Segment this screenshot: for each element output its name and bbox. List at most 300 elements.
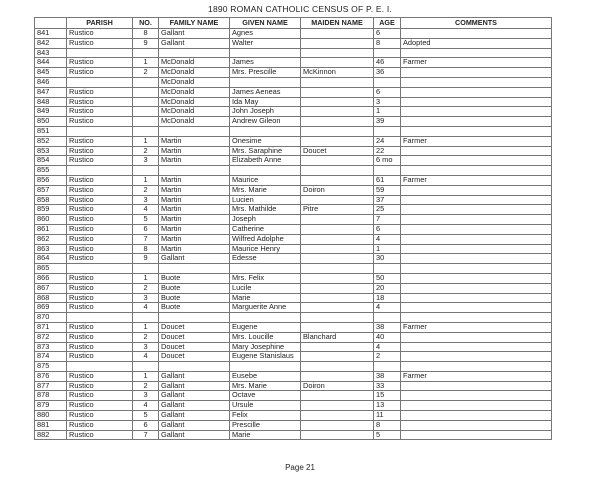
- cell-row-number: 865: [35, 264, 67, 274]
- cell-age: 40: [374, 332, 401, 342]
- cell-given-name: Mrs. Loucille: [230, 332, 301, 342]
- census-table: [34, 17, 552, 440]
- cell-comments: [401, 411, 552, 421]
- cell-family-name: Martin: [159, 146, 230, 156]
- header-parish: PARISH: [67, 18, 133, 29]
- cell-maiden-name: McKinnon: [301, 68, 374, 78]
- header-row: [35, 18, 552, 29]
- cell-comments: [401, 401, 552, 411]
- cell-maiden-name: [301, 322, 374, 332]
- cell-given-name: Mrs. Marie: [230, 185, 301, 195]
- cell-row-number: 869: [35, 303, 67, 313]
- cell-family-name: Martin: [159, 136, 230, 146]
- cell-given-name: Elizabeth Anne: [230, 156, 301, 166]
- cell-row-number: 844: [35, 58, 67, 68]
- cell-parish: Rustico: [67, 283, 133, 293]
- cell-family-name: Martin: [159, 205, 230, 215]
- cell-row-number: 877: [35, 381, 67, 391]
- cell-comments: [401, 87, 552, 97]
- table-row: [35, 352, 552, 362]
- cell-comments: Farmer: [401, 371, 552, 381]
- cell-maiden-name: [301, 215, 374, 225]
- cell-row-number: 841: [35, 29, 67, 39]
- cell-age: 38: [374, 322, 401, 332]
- census-body: [35, 29, 552, 440]
- cell-given-name: Marie: [230, 293, 301, 303]
- cell-comments: [401, 234, 552, 244]
- cell-comments: [401, 313, 552, 323]
- cell-age: 2: [374, 352, 401, 362]
- cell-comments: [401, 205, 552, 215]
- cell-row-number: 859: [35, 205, 67, 215]
- cell-given-name: [230, 264, 301, 274]
- cell-no: [133, 77, 159, 87]
- table-row: [35, 58, 552, 68]
- cell-parish: Rustico: [67, 146, 133, 156]
- cell-parish: Rustico: [67, 107, 133, 117]
- cell-family-name: Buote: [159, 283, 230, 293]
- cell-maiden-name: [301, 117, 374, 127]
- header-maiden-name: MAIDEN NAME: [301, 18, 374, 29]
- cell-no: [133, 117, 159, 127]
- cell-parish: [67, 362, 133, 372]
- cell-no: 2: [133, 146, 159, 156]
- cell-row-number: 864: [35, 254, 67, 264]
- cell-parish: [67, 264, 133, 274]
- cell-age: 20: [374, 283, 401, 293]
- cell-row-number: 860: [35, 215, 67, 225]
- page-number: Page 21: [285, 463, 315, 472]
- cell-age: 33: [374, 381, 401, 391]
- cell-given-name: Maurice Henry: [230, 244, 301, 254]
- cell-parish: Rustico: [67, 97, 133, 107]
- cell-maiden-name: [301, 38, 374, 48]
- cell-comments: [401, 254, 552, 264]
- cell-age: [374, 48, 401, 58]
- cell-parish: [67, 48, 133, 58]
- cell-maiden-name: [301, 58, 374, 68]
- cell-maiden-name: [301, 264, 374, 274]
- cell-family-name: Martin: [159, 185, 230, 195]
- cell-age: 3: [374, 97, 401, 107]
- cell-no: [133, 107, 159, 117]
- cell-comments: [401, 195, 552, 205]
- cell-no: 4: [133, 303, 159, 313]
- cell-comments: [401, 68, 552, 78]
- cell-row-number: 848: [35, 97, 67, 107]
- cell-no: 2: [133, 283, 159, 293]
- cell-parish: [67, 166, 133, 176]
- cell-family-name: Martin: [159, 244, 230, 254]
- cell-family-name: Doucet: [159, 332, 230, 342]
- cell-comments: Adopted: [401, 38, 552, 48]
- cell-age: 6 mo: [374, 156, 401, 166]
- cell-age: 36: [374, 68, 401, 78]
- cell-family-name: McDonald: [159, 117, 230, 127]
- cell-family-name: Gallant: [159, 401, 230, 411]
- cell-family-name: Martin: [159, 195, 230, 205]
- cell-family-name: McDonald: [159, 58, 230, 68]
- table-row: [35, 420, 552, 430]
- cell-maiden-name: [301, 401, 374, 411]
- table-row: [35, 362, 552, 372]
- cell-maiden-name: [301, 313, 374, 323]
- cell-age: 18: [374, 293, 401, 303]
- cell-maiden-name: [301, 352, 374, 362]
- cell-given-name: [230, 313, 301, 323]
- cell-age: [374, 126, 401, 136]
- table-row: [35, 224, 552, 234]
- cell-comments: [401, 420, 552, 430]
- table-row: [35, 68, 552, 78]
- cell-no: 5: [133, 215, 159, 225]
- table-row: [35, 146, 552, 156]
- cell-parish: Rustico: [67, 68, 133, 78]
- cell-age: 46: [374, 58, 401, 68]
- cell-no: [133, 166, 159, 176]
- cell-comments: Farmer: [401, 136, 552, 146]
- cell-no: 1: [133, 273, 159, 283]
- cell-maiden-name: [301, 371, 374, 381]
- table-row: [35, 48, 552, 58]
- cell-maiden-name: Blanchard: [301, 332, 374, 342]
- cell-parish: Rustico: [67, 205, 133, 215]
- cell-family-name: McDonald: [159, 87, 230, 97]
- cell-comments: [401, 293, 552, 303]
- cell-parish: Rustico: [67, 401, 133, 411]
- cell-age: 4: [374, 234, 401, 244]
- table-row: [35, 29, 552, 39]
- table-row: [35, 244, 552, 254]
- table-row: [35, 332, 552, 342]
- cell-no: 8: [133, 244, 159, 254]
- cell-age: 8: [374, 38, 401, 48]
- cell-age: 1: [374, 107, 401, 117]
- cell-parish: Rustico: [67, 58, 133, 68]
- cell-age: 61: [374, 175, 401, 185]
- cell-comments: [401, 117, 552, 127]
- cell-parish: Rustico: [67, 254, 133, 264]
- cell-family-name: [159, 48, 230, 58]
- table-row: [35, 156, 552, 166]
- table-row: [35, 195, 552, 205]
- cell-family-name: McDonald: [159, 97, 230, 107]
- cell-age: 30: [374, 254, 401, 264]
- cell-row-number: 849: [35, 107, 67, 117]
- cell-no: 7: [133, 430, 159, 440]
- cell-age: 59: [374, 185, 401, 195]
- cell-comments: Farmer: [401, 58, 552, 68]
- cell-parish: Rustico: [67, 420, 133, 430]
- cell-maiden-name: [301, 136, 374, 146]
- table-row: [35, 430, 552, 440]
- cell-maiden-name: [301, 87, 374, 97]
- cell-parish: Rustico: [67, 303, 133, 313]
- cell-family-name: Martin: [159, 234, 230, 244]
- cell-given-name: Edesse: [230, 254, 301, 264]
- cell-row-number: 854: [35, 156, 67, 166]
- table-row: [35, 117, 552, 127]
- cell-age: 7: [374, 215, 401, 225]
- table-row: [35, 77, 552, 87]
- header-no: NO.: [133, 18, 159, 29]
- cell-no: [133, 264, 159, 274]
- cell-family-name: Buote: [159, 273, 230, 283]
- cell-age: 4: [374, 342, 401, 352]
- cell-maiden-name: [301, 77, 374, 87]
- cell-row-number: 875: [35, 362, 67, 372]
- cell-maiden-name: [301, 166, 374, 176]
- cell-maiden-name: [301, 224, 374, 234]
- cell-comments: [401, 166, 552, 176]
- cell-age: [374, 77, 401, 87]
- cell-row-number: 856: [35, 175, 67, 185]
- cell-age: 6: [374, 29, 401, 39]
- cell-row-number: 858: [35, 195, 67, 205]
- cell-row-number: 872: [35, 332, 67, 342]
- header-comments: COMMENTS: [401, 18, 552, 29]
- cell-given-name: James: [230, 58, 301, 68]
- cell-parish: Rustico: [67, 322, 133, 332]
- cell-maiden-name: [301, 97, 374, 107]
- cell-parish: Rustico: [67, 136, 133, 146]
- table-row: [35, 264, 552, 274]
- table-row: [35, 166, 552, 176]
- cell-family-name: Buote: [159, 303, 230, 313]
- cell-given-name: Mrs. Saraphine: [230, 146, 301, 156]
- cell-no: 1: [133, 58, 159, 68]
- cell-family-name: Gallant: [159, 420, 230, 430]
- cell-family-name: Gallant: [159, 29, 230, 39]
- cell-row-number: 850: [35, 117, 67, 127]
- cell-maiden-name: [301, 411, 374, 421]
- cell-comments: [401, 303, 552, 313]
- cell-family-name: Doucet: [159, 352, 230, 362]
- cell-no: 1: [133, 136, 159, 146]
- cell-no: 4: [133, 352, 159, 362]
- cell-given-name: Marie: [230, 430, 301, 440]
- cell-maiden-name: [301, 342, 374, 352]
- cell-maiden-name: Doucet: [301, 146, 374, 156]
- cell-parish: Rustico: [67, 342, 133, 352]
- cell-family-name: McDonald: [159, 107, 230, 117]
- cell-no: [133, 48, 159, 58]
- table-row: [35, 136, 552, 146]
- cell-age: [374, 264, 401, 274]
- table-row: [35, 391, 552, 401]
- cell-given-name: Ida May: [230, 97, 301, 107]
- cell-parish: Rustico: [67, 293, 133, 303]
- table-row: [35, 38, 552, 48]
- table-row: [35, 254, 552, 264]
- cell-family-name: McDonald: [159, 68, 230, 78]
- cell-row-number: 862: [35, 234, 67, 244]
- cell-given-name: Catherine: [230, 224, 301, 234]
- cell-parish: Rustico: [67, 185, 133, 195]
- cell-given-name: James Aeneas: [230, 87, 301, 97]
- cell-comments: [401, 430, 552, 440]
- cell-age: [374, 362, 401, 372]
- cell-comments: [401, 126, 552, 136]
- cell-family-name: Gallant: [159, 254, 230, 264]
- cell-comments: [401, 77, 552, 87]
- header-given-name: GIVEN NAME: [230, 18, 301, 29]
- cell-given-name: Wilfred Adolphe: [230, 234, 301, 244]
- cell-maiden-name: [301, 303, 374, 313]
- cell-maiden-name: [301, 283, 374, 293]
- cell-maiden-name: [301, 420, 374, 430]
- cell-no: 1: [133, 371, 159, 381]
- cell-given-name: Marguerite Anne: [230, 303, 301, 313]
- table-row: [35, 185, 552, 195]
- table-row: [35, 313, 552, 323]
- cell-no: 1: [133, 322, 159, 332]
- cell-given-name: Mrs. Felix: [230, 273, 301, 283]
- cell-age: 6: [374, 224, 401, 234]
- cell-age: 5: [374, 430, 401, 440]
- cell-given-name: Mrs. Mathilde: [230, 205, 301, 215]
- cell-age: 8: [374, 420, 401, 430]
- cell-family-name: Doucet: [159, 342, 230, 352]
- cell-row-number: 845: [35, 68, 67, 78]
- cell-parish: Rustico: [67, 87, 133, 97]
- table-row: [35, 234, 552, 244]
- cell-no: [133, 126, 159, 136]
- cell-family-name: Gallant: [159, 391, 230, 401]
- cell-no: 4: [133, 205, 159, 215]
- header-rownum: [35, 18, 67, 29]
- cell-given-name: Prescille: [230, 420, 301, 430]
- cell-no: 2: [133, 185, 159, 195]
- cell-no: 7: [133, 234, 159, 244]
- cell-comments: [401, 362, 552, 372]
- cell-comments: Farmer: [401, 175, 552, 185]
- cell-parish: Rustico: [67, 195, 133, 205]
- cell-maiden-name: [301, 244, 374, 254]
- cell-no: 4: [133, 401, 159, 411]
- table-row: [35, 411, 552, 421]
- cell-given-name: Lucien: [230, 195, 301, 205]
- cell-parish: [67, 77, 133, 87]
- cell-family-name: Martin: [159, 175, 230, 185]
- cell-parish: Rustico: [67, 273, 133, 283]
- cell-no: [133, 362, 159, 372]
- cell-row-number: 878: [35, 391, 67, 401]
- cell-row-number: 880: [35, 411, 67, 421]
- cell-family-name: Buote: [159, 293, 230, 303]
- cell-parish: Rustico: [67, 117, 133, 127]
- cell-family-name: McDonald: [159, 77, 230, 87]
- cell-given-name: Mrs. Prescille: [230, 68, 301, 78]
- cell-comments: [401, 48, 552, 58]
- cell-row-number: 881: [35, 420, 67, 430]
- cell-family-name: Gallant: [159, 38, 230, 48]
- cell-given-name: Maurice: [230, 175, 301, 185]
- cell-no: 3: [133, 156, 159, 166]
- cell-comments: [401, 156, 552, 166]
- table-row: [35, 107, 552, 117]
- table-row: [35, 283, 552, 293]
- cell-given-name: Mary Josephine: [230, 342, 301, 352]
- table-row: [35, 215, 552, 225]
- table-row: [35, 175, 552, 185]
- cell-maiden-name: [301, 195, 374, 205]
- table-row: [35, 303, 552, 313]
- cell-row-number: 867: [35, 283, 67, 293]
- page-title: 1890 ROMAN CATHOLIC CENSUS OF P. E. I.: [208, 4, 392, 14]
- cell-no: [133, 87, 159, 97]
- cell-row-number: 868: [35, 293, 67, 303]
- table-row: [35, 371, 552, 381]
- cell-age: 37: [374, 195, 401, 205]
- header-family-name: FAMILY NAME: [159, 18, 230, 29]
- cell-family-name: Gallant: [159, 381, 230, 391]
- cell-row-number: 855: [35, 166, 67, 176]
- cell-parish: [67, 313, 133, 323]
- cell-no: [133, 97, 159, 107]
- cell-age: [374, 313, 401, 323]
- cell-comments: [401, 342, 552, 352]
- cell-maiden-name: [301, 29, 374, 39]
- cell-given-name: Onesime: [230, 136, 301, 146]
- cell-comments: [401, 97, 552, 107]
- cell-family-name: [159, 264, 230, 274]
- cell-row-number: 847: [35, 87, 67, 97]
- table-row: [35, 322, 552, 332]
- cell-age: 24: [374, 136, 401, 146]
- cell-row-number: 882: [35, 430, 67, 440]
- cell-age: 39: [374, 117, 401, 127]
- table-row: [35, 87, 552, 97]
- cell-parish: Rustico: [67, 215, 133, 225]
- cell-parish: Rustico: [67, 224, 133, 234]
- cell-parish: Rustico: [67, 244, 133, 254]
- cell-no: 3: [133, 195, 159, 205]
- cell-given-name: Octave: [230, 391, 301, 401]
- cell-given-name: Eusebe: [230, 371, 301, 381]
- cell-row-number: 851: [35, 126, 67, 136]
- cell-no: 9: [133, 254, 159, 264]
- cell-row-number: 874: [35, 352, 67, 362]
- cell-maiden-name: [301, 48, 374, 58]
- cell-family-name: Martin: [159, 215, 230, 225]
- cell-row-number: 853: [35, 146, 67, 156]
- cell-parish: Rustico: [67, 332, 133, 342]
- cell-given-name: [230, 166, 301, 176]
- cell-row-number: 866: [35, 273, 67, 283]
- cell-given-name: Eugene Stanislaus: [230, 352, 301, 362]
- cell-no: 2: [133, 68, 159, 78]
- cell-family-name: Gallant: [159, 411, 230, 421]
- cell-comments: [401, 185, 552, 195]
- cell-maiden-name: [301, 430, 374, 440]
- cell-comments: Farmer: [401, 322, 552, 332]
- cell-maiden-name: [301, 391, 374, 401]
- cell-given-name: Eugene: [230, 322, 301, 332]
- cell-parish: Rustico: [67, 234, 133, 244]
- cell-maiden-name: [301, 273, 374, 283]
- table-row: [35, 293, 552, 303]
- cell-maiden-name: Doiron: [301, 381, 374, 391]
- cell-maiden-name: [301, 254, 374, 264]
- cell-no: [133, 313, 159, 323]
- table-row: [35, 273, 552, 283]
- cell-age: 6: [374, 87, 401, 97]
- cell-family-name: Gallant: [159, 430, 230, 440]
- cell-no: 2: [133, 381, 159, 391]
- cell-no: 3: [133, 342, 159, 352]
- cell-maiden-name: [301, 234, 374, 244]
